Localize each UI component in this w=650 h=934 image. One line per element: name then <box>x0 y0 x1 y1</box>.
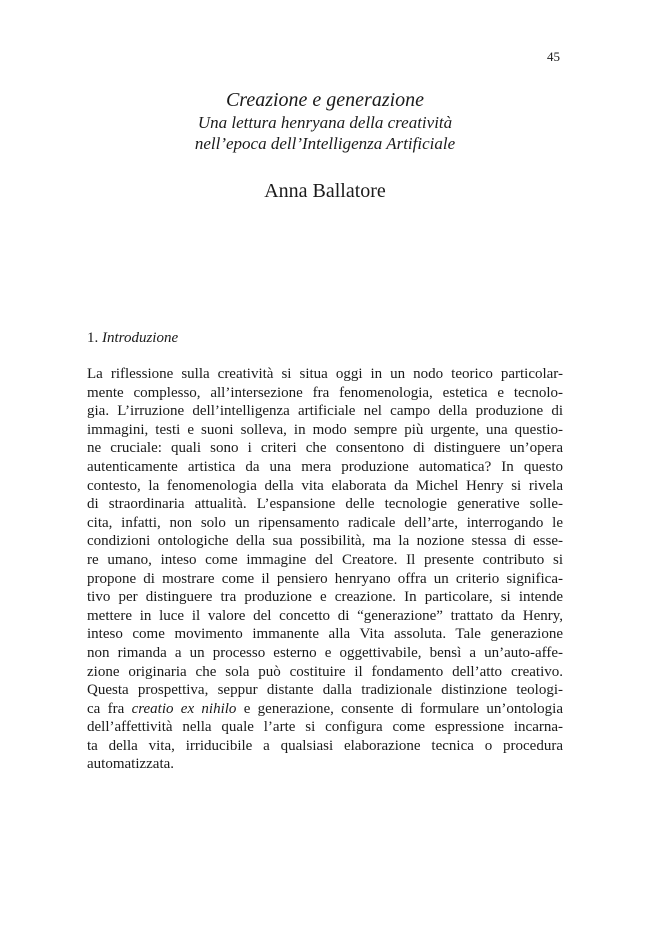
author-name: Anna Ballatore <box>264 180 386 202</box>
body-paragraph <box>87 365 563 774</box>
section-title: Introduzione <box>102 330 179 346</box>
article-title: Creazione e generazione <box>225 89 425 111</box>
paragraph-line: autenticamente artistica da una mera produzione automatica? In questo <box>87 458 563 475</box>
paragraph-line: mettere in luce il valore del concetto di “generazione” trattato da Henry, <box>87 607 563 624</box>
paragraph-line: La riflessione sulla creatività si situa oggi in un nodo teorico particolar- <box>87 366 563 382</box>
paragraph-line: zione originaria che sola può costituire il fondamento dell’atto creativo. <box>87 663 563 680</box>
paragraph-line: tivo per distinguere tra produzione e creazione. In particolare, si intende <box>87 589 563 606</box>
paragraph-line: gia. L’irruzione dell’intelligenza artificiale nel campo della produzione di <box>87 403 563 420</box>
italic-term: creatio ex nihilo <box>131 700 237 717</box>
paragraph-line: automatizzata. <box>87 756 175 773</box>
paragraph-line: contesto, la fenomenologia della vita elaborata da Michel Henry si rivela <box>87 477 563 494</box>
paragraph-line: propone di mostrare come il pensiero henryano offra un criterio significa- <box>87 570 563 587</box>
paragraph-line: re umano, inteso come immagine del Creatore. Il presente contributo si <box>87 551 563 568</box>
line-text-after-italic: e generazione, consente di formulare un’ontologia <box>236 700 563 717</box>
paragraph-line: non rimanda a un processo esterno e oggettivabile, bensì a un’auto-affe- <box>87 644 563 661</box>
paragraph-line: di straordinaria attualità. L’espansione delle tecnologie generative solle- <box>87 496 563 513</box>
section-heading <box>87 330 178 347</box>
paragraph-line: dell’affettività nella quale l’arte si configura come espressione incarna- <box>87 719 563 736</box>
paragraph-line-with-italic <box>87 700 563 719</box>
paragraph-line: condizioni ontologiche della sua possibilità, ma la nozione stessa di esse- <box>87 533 563 550</box>
page-number: 45 <box>547 49 560 64</box>
paragraph-line: Questa prospettiva, seppur distante dalla tradizionale distinzione teologi- <box>87 682 563 699</box>
paragraph-line: mente complesso, all’intersezione fra fenomenologia, estetica e tecnolo- <box>87 384 563 401</box>
article-title-block <box>0 88 650 154</box>
article-subtitle-line-1: Una lettura henryana della creatività <box>197 113 453 132</box>
paragraph-line: ne cruciale: quali sono i criteri che consentono di distinguere un’opera <box>87 440 563 457</box>
article-subtitle-line-2: nell’epoca dell’Intelligenza Artificiale <box>194 134 456 153</box>
section-number: 1. <box>87 330 99 346</box>
paragraph-line: immagini, testi e suoni solleva, in modo sempre più urgente, una questio- <box>87 421 563 438</box>
paragraph-line: ta della vita, irriducibile a qualsiasi elaborazione tecnica o procedura <box>87 737 563 754</box>
line-text-before-italic: ca fra <box>87 700 132 717</box>
paragraph-line: inteso come movimento immanente alla Vita assoluta. Tale generazione <box>87 626 563 643</box>
paragraph-line: cita, infatti, non solo un ripensamento radicale dell’arte, interrogando le <box>87 514 563 531</box>
